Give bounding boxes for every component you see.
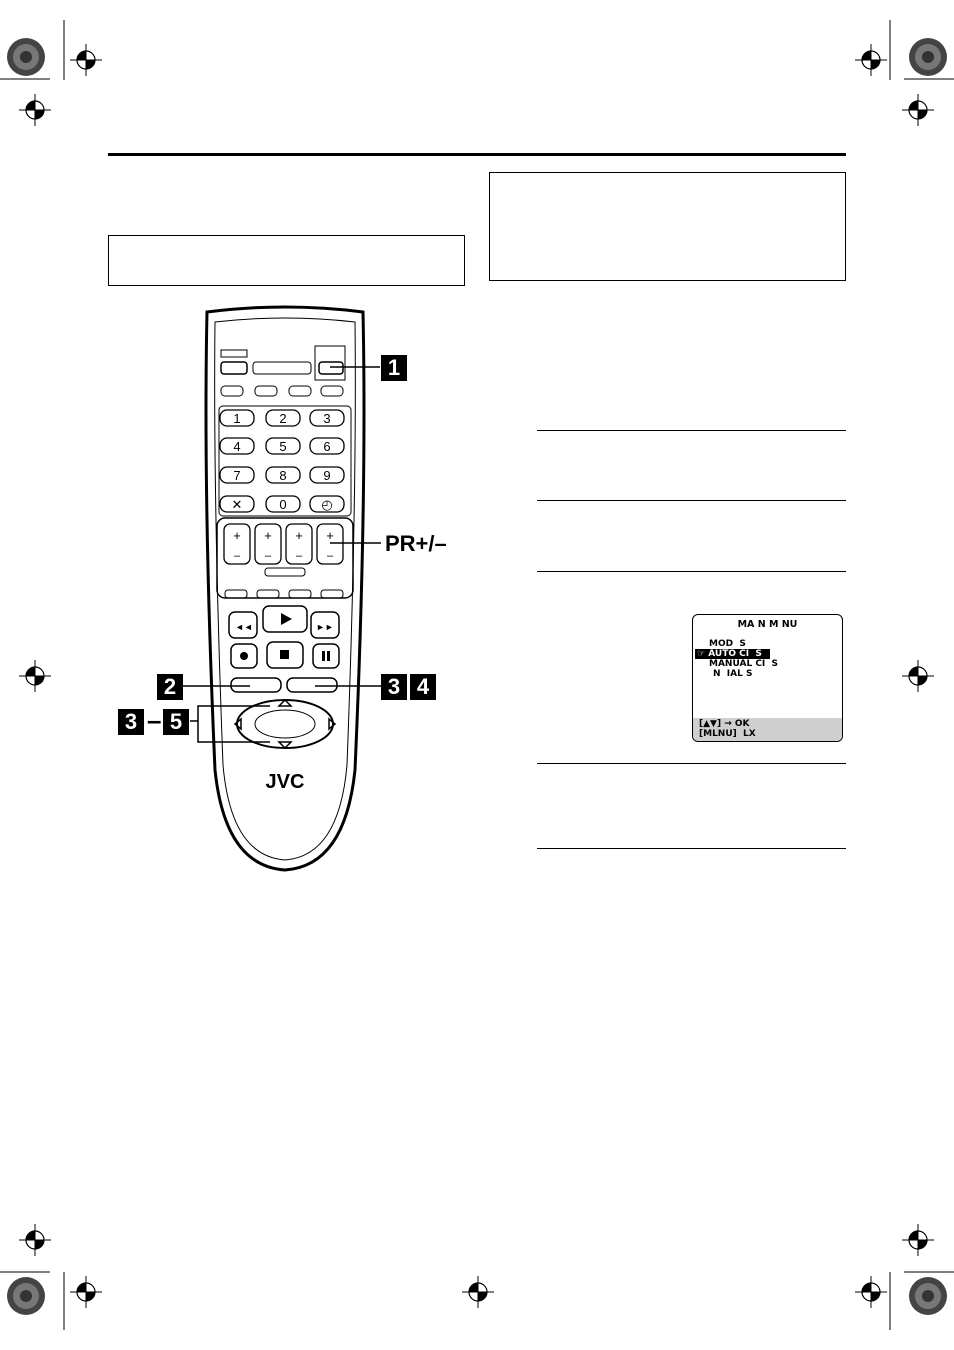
callout-step-3-range: 3 bbox=[118, 709, 144, 735]
key-label: 5 bbox=[279, 439, 287, 454]
pointer-icon: ☞ AUTO CI S bbox=[697, 649, 769, 659]
key-label: 1 bbox=[233, 411, 241, 426]
key-label: 2 bbox=[279, 411, 287, 426]
osd-footer-nav: [▲▼] → OK bbox=[699, 719, 750, 729]
svg-text:►►: ►► bbox=[316, 622, 334, 632]
osd-item: N IAL S bbox=[713, 669, 759, 679]
callout-step-1: 1 bbox=[381, 355, 407, 381]
key-label: 4 bbox=[233, 439, 241, 454]
range-dash: – bbox=[147, 705, 162, 735]
key-label: 7 bbox=[233, 468, 241, 483]
osd-item: MANUAL CI S bbox=[709, 659, 785, 669]
osd-main-menu bbox=[692, 614, 843, 742]
osd-item: MOD S bbox=[709, 639, 753, 649]
osd-footer-exit: [MLNU] LX bbox=[699, 729, 756, 739]
svg-text:+: + bbox=[233, 528, 241, 543]
callout-step-4: 4 bbox=[410, 674, 436, 700]
svg-text:+: + bbox=[264, 528, 272, 543]
svg-text:–: – bbox=[233, 550, 241, 562]
brand-logo: JVC bbox=[265, 771, 305, 793]
osd-title: MA N M NU bbox=[737, 619, 798, 630]
key-label: 6 bbox=[323, 439, 331, 454]
key-label: 9 bbox=[323, 468, 331, 483]
pr-label: PR+/– bbox=[385, 531, 447, 556]
callout-step-5-range: 5 bbox=[163, 709, 189, 735]
svg-text:+: + bbox=[326, 528, 334, 543]
svg-text:0: 0 bbox=[279, 497, 287, 512]
osd-footer bbox=[693, 718, 842, 741]
svg-text:✕: ✕ bbox=[231, 497, 243, 512]
svg-text:+: + bbox=[295, 528, 303, 543]
svg-text:–: – bbox=[326, 550, 334, 562]
svg-text:–: – bbox=[264, 550, 272, 562]
svg-text:◴: ◴ bbox=[321, 497, 333, 512]
callout-step-3: 3 bbox=[381, 674, 407, 700]
key-label: 8 bbox=[279, 468, 287, 483]
svg-text:◄◄: ◄◄ bbox=[235, 622, 253, 632]
key-label: 3 bbox=[323, 411, 331, 426]
svg-text:–: – bbox=[295, 550, 303, 562]
callout-step-2: 2 bbox=[157, 674, 183, 700]
